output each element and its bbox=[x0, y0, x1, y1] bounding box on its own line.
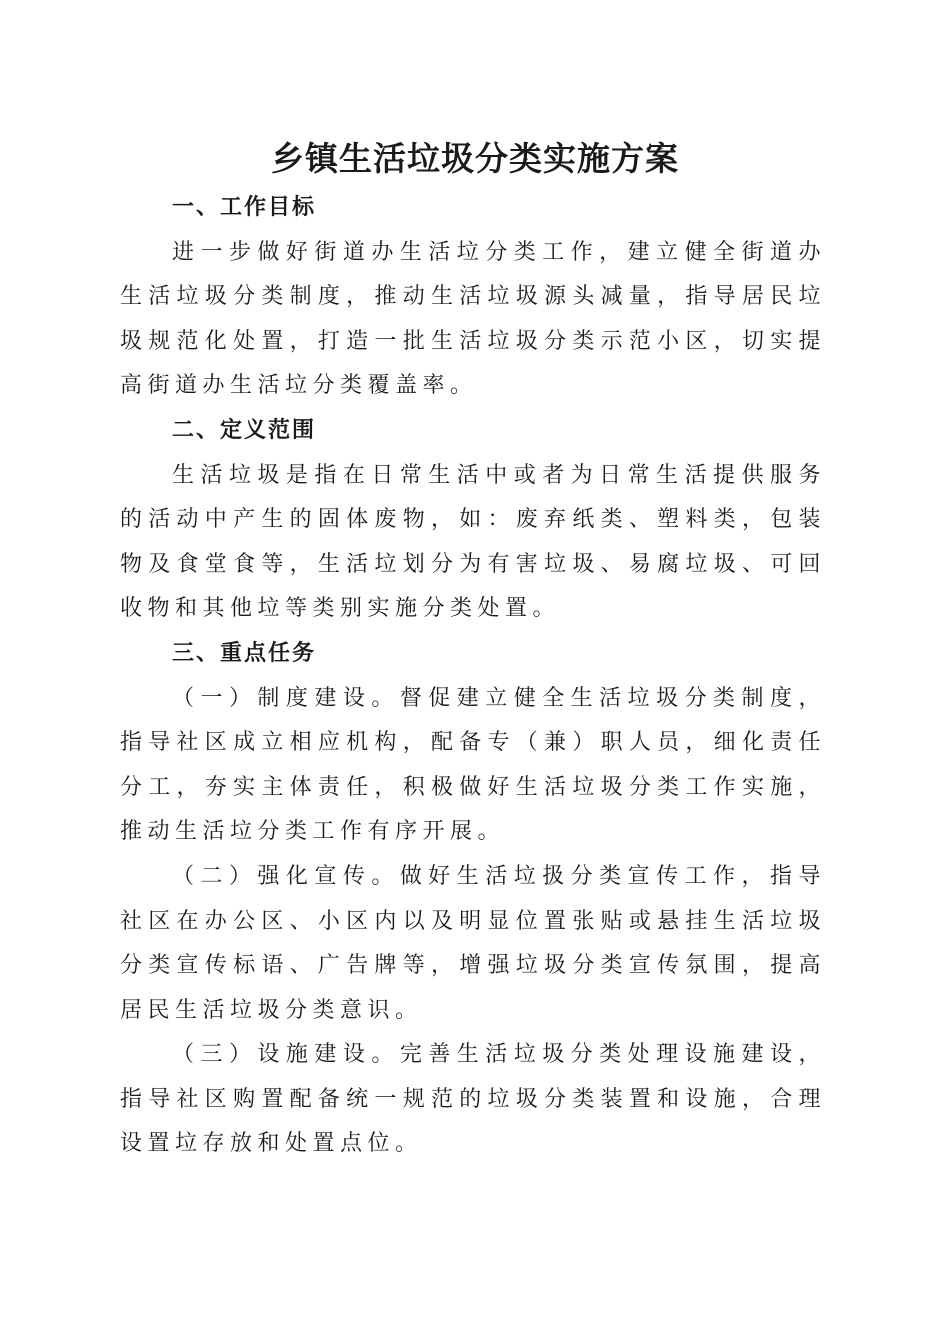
document-body bbox=[120, 186, 826, 1167]
paragraph-goals: 进一步做好街道办生活垃分类工作，建立健全街道办生活垃圾分类制度，推动生活垃圾源头减量，指导居民垃圾规范化处置，打造一批生活垃圾分类示范小区，切实提高街道办生活垃分类覆盖率。 bbox=[120, 239, 826, 399]
section-heading-scope: 二、定义范围 bbox=[172, 417, 317, 443]
paragraph-task-facilities: （三）设施建设。完善生活垃圾分类处理设施建设，指导社区购置配备统一规范的垃圾分类装置和设施，合理设置垃存放和处置点位。 bbox=[120, 1042, 826, 1157]
section-heading-goals: 一、工作目标 bbox=[172, 195, 317, 220]
paragraph-task-publicity: （二）强化宣传。做好生活垃扱分类宣传工作，指导社区在办公区、小区内以及明显位置张贴或悬挂生活垃圾分类宣传标语、广告牌等，增强垃圾分类宣传氛围，提高居民生活垃圾分类意识。 bbox=[120, 863, 826, 1023]
paragraph-task-system: （一）制度建设。督促建立健全生活垃圾分类制度，指导社区成立相应机构，配备专（兼）职人员，细化责任分工，夯实主体责任，积极做好生活垃圾分类工作实施，推动生活垃分类工作有序开展。 bbox=[120, 685, 826, 845]
section-heading-tasks: 三、重点任务 bbox=[172, 640, 317, 666]
paragraph-scope: 生活垃圾是指在日常生活中或者为日常生活提供服务的活动中产生的固体废物，如：废弃纸类、塑料类，包装物及食堂食等，生活垃划分为有害垃圾、易腐垃圾、可回收物和其他垃等类别实施分类处置。 bbox=[120, 462, 826, 622]
document-title: 乡镇生活垃圾分类实施方案 bbox=[271, 139, 679, 178]
